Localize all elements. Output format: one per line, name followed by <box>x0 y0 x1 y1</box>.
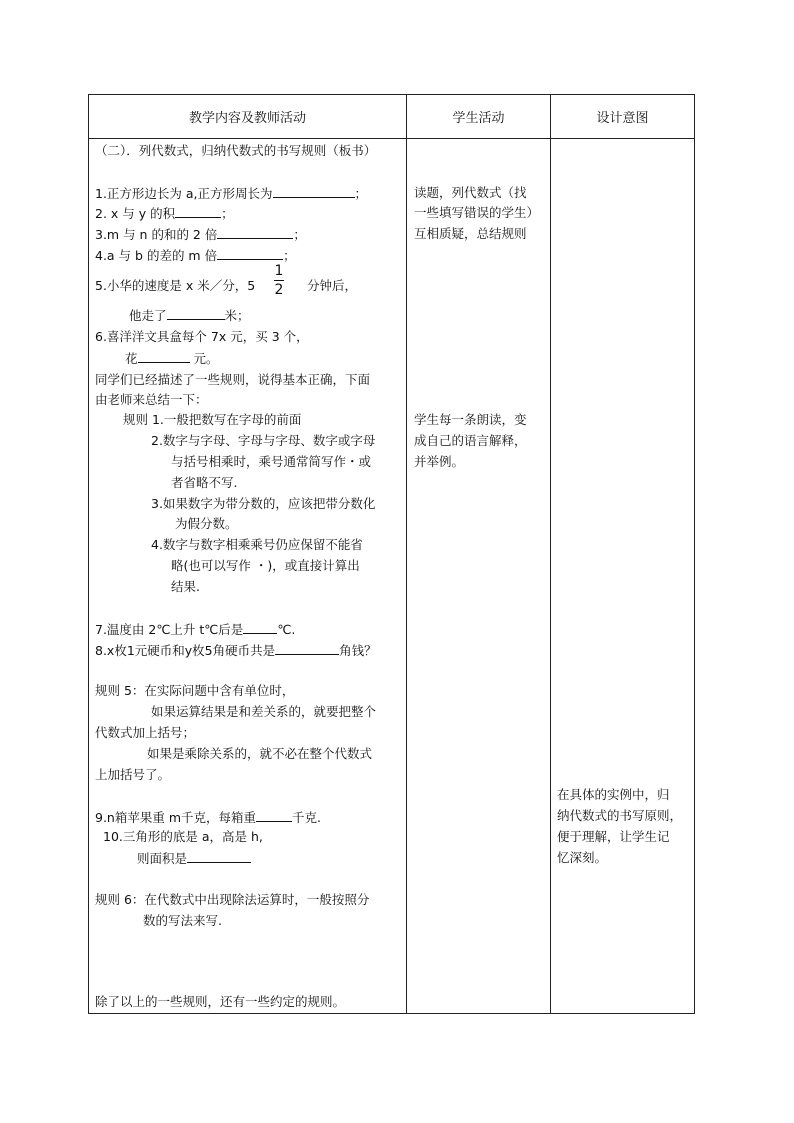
summary-line1: 同学们已经描述了一些规则，说得基本正确，下面 <box>95 372 371 387</box>
content-cell <box>89 139 407 1014</box>
design-note-line4: 忆深刻。 <box>557 850 608 865</box>
student-note-1-line2: 一些填写错误的学生） <box>414 205 540 220</box>
lesson-plan-table <box>88 94 695 1014</box>
rule-2-line2: 与括号相乘时，乘号通常简写作・或 <box>171 454 372 469</box>
section-title: （二）．列代数式，归纳代数式的书写规则（板书） <box>95 143 377 158</box>
question-4: 4.a 与 b 的差的 m 倍 ； <box>95 248 296 263</box>
answer-blank <box>275 642 339 655</box>
question-5-line2: 他走了 米； <box>129 308 250 323</box>
student-activity-cell <box>407 139 551 1014</box>
rule-5-line3: 代数式加上括号； <box>95 725 196 740</box>
answer-blank <box>243 621 277 634</box>
rule-2-line3: 者省略不写. <box>171 475 238 490</box>
fraction-bar <box>274 280 284 281</box>
answer-blank <box>138 350 190 363</box>
answer-blank <box>175 205 221 218</box>
rule-5-line2: 如果运算结果是和差关系的，就要把整个 <box>151 704 377 719</box>
design-intent-cell <box>551 139 695 1014</box>
rule-1: 规则 1.一般把数写在字母的前面 <box>123 412 302 427</box>
rule-6-line2: 数的写法来写. <box>143 913 222 928</box>
header-content: 教学内容及教师活动 <box>89 95 407 139</box>
answer-blank <box>217 247 283 260</box>
question-9: 9.n箱苹果重 m千克，每箱重 千克. <box>95 810 321 825</box>
question-10-line1: 10.三角形的底是 a，高是 h, <box>103 829 263 844</box>
fraction-denominator: 2 <box>274 282 284 298</box>
question-5-line1: 5.小华的速度是 x 米／分，5 <box>95 278 256 293</box>
rule-5-line4: 如果是乘除关系的，就不必在整个代数式 <box>147 746 373 761</box>
table-header-row <box>89 95 695 139</box>
student-note-2-line1: 学生每一条朗读，变 <box>414 412 527 427</box>
answer-blank <box>273 185 355 198</box>
question-7: 7.温度由 2℃上升 t℃后是 ℃. <box>95 622 296 637</box>
answer-blank <box>217 226 293 239</box>
rule-4-line1: 4.数字与数字相乘乘号仍应保留不能省 <box>151 537 363 552</box>
question-6-line1: 6.喜洋洋文具盒每个 7x 元，买 3 个， <box>95 329 309 344</box>
student-note-1-line1: 读题，列代数式（找 <box>414 185 527 200</box>
fraction-numerator: 1 <box>274 263 284 279</box>
rule-3-line2: 为假分数。 <box>175 516 238 531</box>
question-3: 3.m 与 n 的和的 2 倍 ； <box>95 227 306 242</box>
answer-blank <box>256 809 292 822</box>
design-note-line2: 纳代数式的书写原则， <box>557 808 683 823</box>
closing-line: 除了以上的一些规则，还有一些约定的规则。 <box>95 994 346 1009</box>
answer-blank <box>167 307 225 320</box>
rule-4-line2: 略(也可以写作 ・)，或直接计算出 <box>171 558 360 573</box>
rule-2-line1: 2.数字与字母、字母与字母、数字或字母 <box>151 433 376 448</box>
question-1: 1.正方形边长为 a,正方形周长为 ； <box>95 186 368 201</box>
rule-4-line3: 结果. <box>171 579 200 594</box>
table-body-row <box>89 139 695 1014</box>
student-note-1-line3: 互相质疑，总结规则 <box>414 226 527 241</box>
question-6-line2: 花 元。 <box>125 351 219 366</box>
student-note-2-line2: 成自己的语言解释， <box>414 433 527 448</box>
design-note-line3: 便于理解，让学生记 <box>557 829 670 844</box>
answer-blank <box>187 850 251 863</box>
rule-5-line1: 规则 5：在实际问题中含有单位时， <box>95 683 295 698</box>
question-5-minutes: 分钟后， <box>307 278 358 293</box>
student-note-2-line3: 并举例。 <box>414 454 465 469</box>
header-design: 设计意图 <box>551 95 695 139</box>
question-2: 2. x 与 y 的积 ； <box>95 206 234 221</box>
design-note-line1: 在具体的实例中，归 <box>557 787 670 802</box>
header-student: 学生活动 <box>407 95 551 139</box>
question-10-line2: 则面积是 <box>137 850 251 867</box>
question-8: 8.x枚1元硬币和y枚5角硬币共是 角钱？ <box>95 643 377 658</box>
rule-6-line1: 规则 6：在代数式中出现除法运算时，一般按照分 <box>95 892 370 907</box>
rule-3-line1: 3.如果数字为带分数的，应该把带分数化 <box>151 496 376 511</box>
summary-line2: 由老师来总结一下： <box>95 392 208 407</box>
rule-5-line5: 上加括号了。 <box>95 767 171 782</box>
